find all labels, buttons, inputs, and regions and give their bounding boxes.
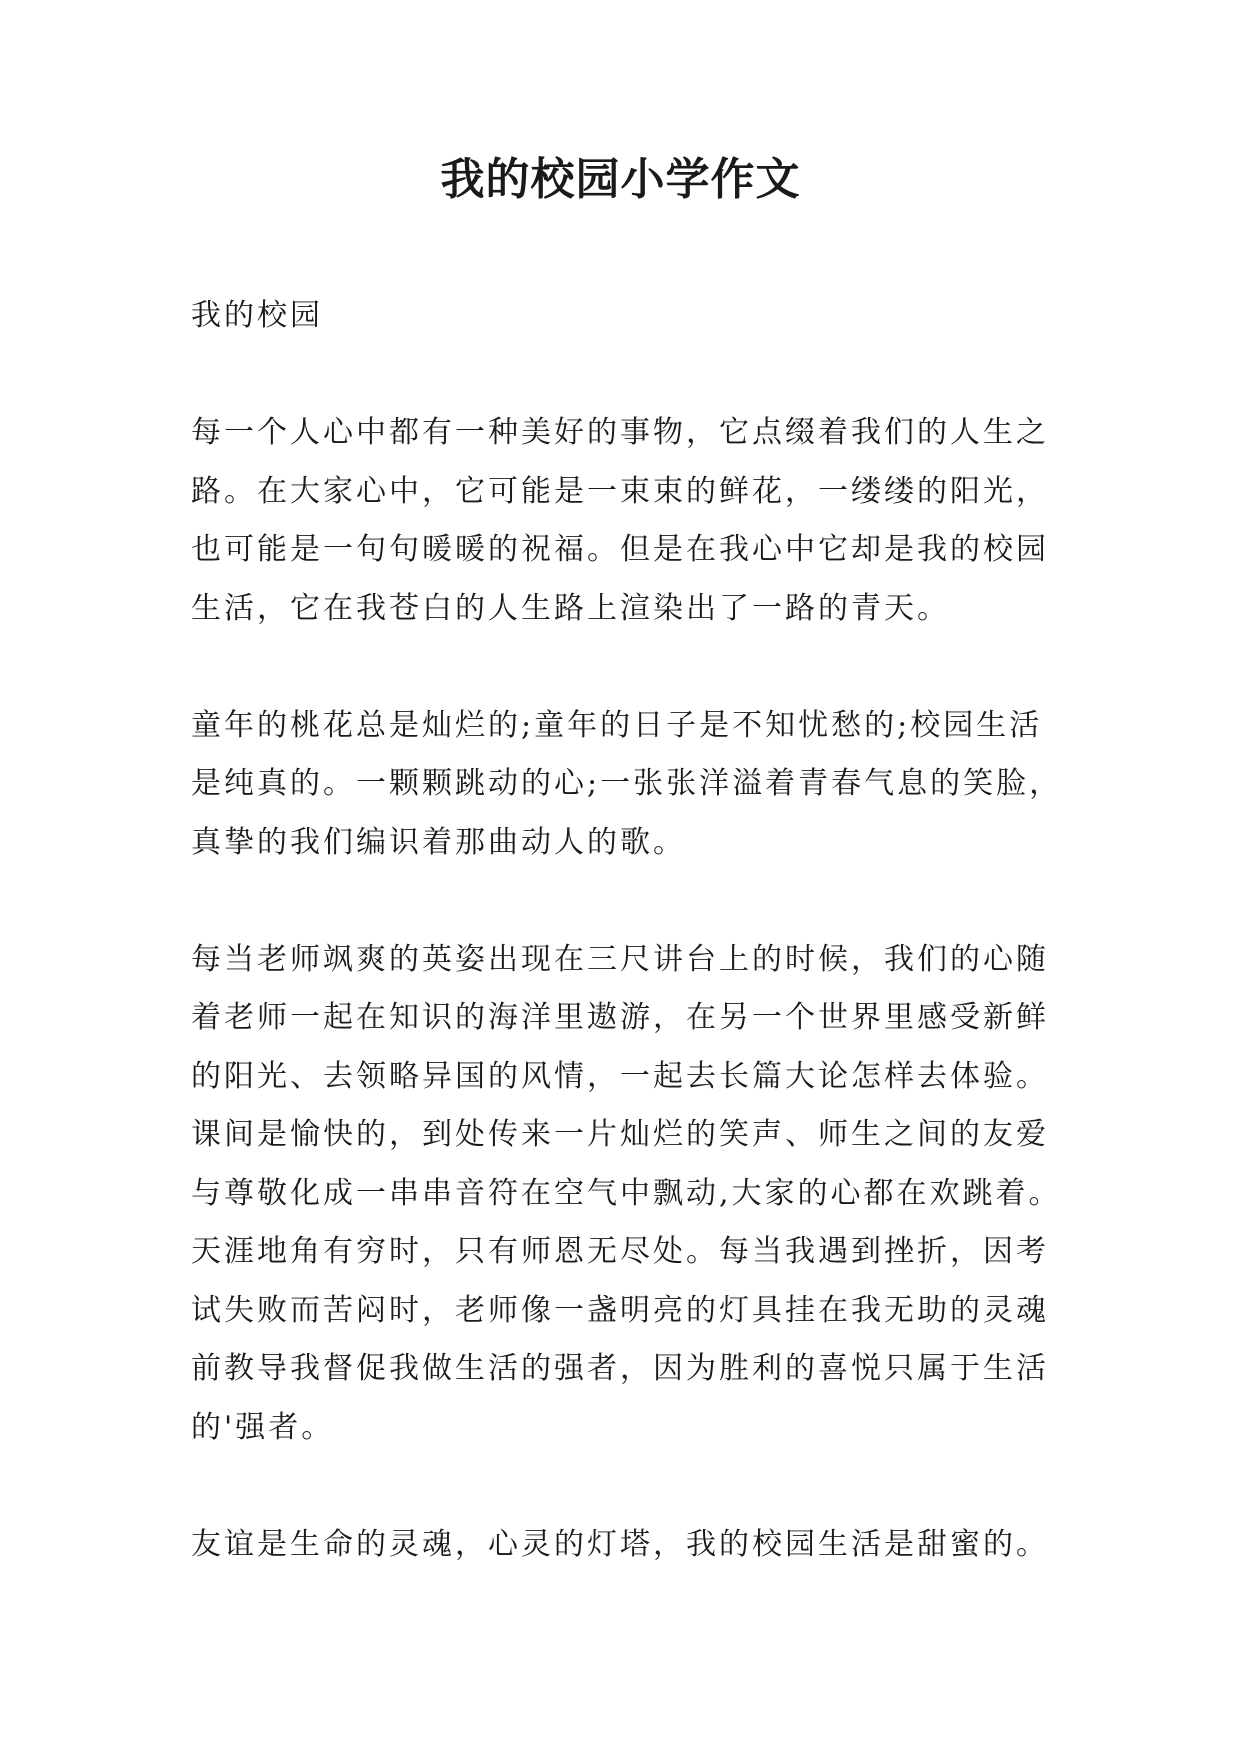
text-line: 的阳光、去领略异国的风情，一起去长篇大论怎样去体验。 (191, 1058, 1049, 1094)
text-line: 我的校园 (191, 298, 323, 333)
paragraph (191, 1516, 1071, 1575)
text-line: 每一个人心中都有一种美好的事物，它点缀着我们的人生之 (191, 415, 1049, 450)
text-line: 每当老师飒爽的英姿出现在三尺讲台上的时候，我们的心随 (191, 941, 1049, 977)
text-line: 课间是愉快的，到处传来一片灿烂的笑声、师生之间的友爱 (191, 1117, 1049, 1152)
text-line: 天涯地角有穷时，只有师恩无尽处。每当我遇到挫折，因考 (191, 1234, 1049, 1269)
paragraph (191, 697, 1071, 873)
paragraph-subtitle (191, 287, 1071, 346)
text-line: 也可能是一句句暖暖的祝福。但是在我心中它却是我的校园 (191, 532, 1049, 567)
document-title: 我的校园小学作文 (440, 154, 801, 205)
text-line: 真挚的我们编识着那曲动人的歌。 (191, 824, 686, 860)
paragraph (191, 404, 1071, 638)
text-line: 的'强者。 (191, 1409, 335, 1445)
paragraph (191, 931, 1071, 1458)
text-line: 路。在大家心中，它可能是一束束的鲜花，一缕缕的阳光， (191, 473, 1049, 509)
text-line: 是纯真的。一颗颗跳动的心;一张张洋溢着青春气息的笑脸， (191, 766, 1063, 801)
document-body (191, 287, 1071, 1633)
text-line: 与尊敬化成一串串音符在空气中飘动,大家的心都在欢跳着。 (191, 1175, 1062, 1211)
text-line: 着老师一起在知识的海洋里遨游，在另一个世界里感受新鲜 (191, 1000, 1049, 1035)
text-line: 试失败而苦闷时，老师像一盏明亮的灯具挂在我无助的灵魂 (191, 1292, 1049, 1328)
text-line: 前教导我督促我做生活的强者，因为胜利的喜悦只属于生活 (191, 1351, 1049, 1386)
text-line: 生活，它在我苍白的人生路上渲染出了一路的青天。 (191, 590, 950, 626)
text-line: 童年的桃花总是灿烂的;童年的日子是不知忧愁的;校园生活 (191, 707, 1043, 743)
text-line: 友谊是生命的灵魂，心灵的灯塔，我的校园生活是甜蜜的。 (191, 1526, 1049, 1562)
